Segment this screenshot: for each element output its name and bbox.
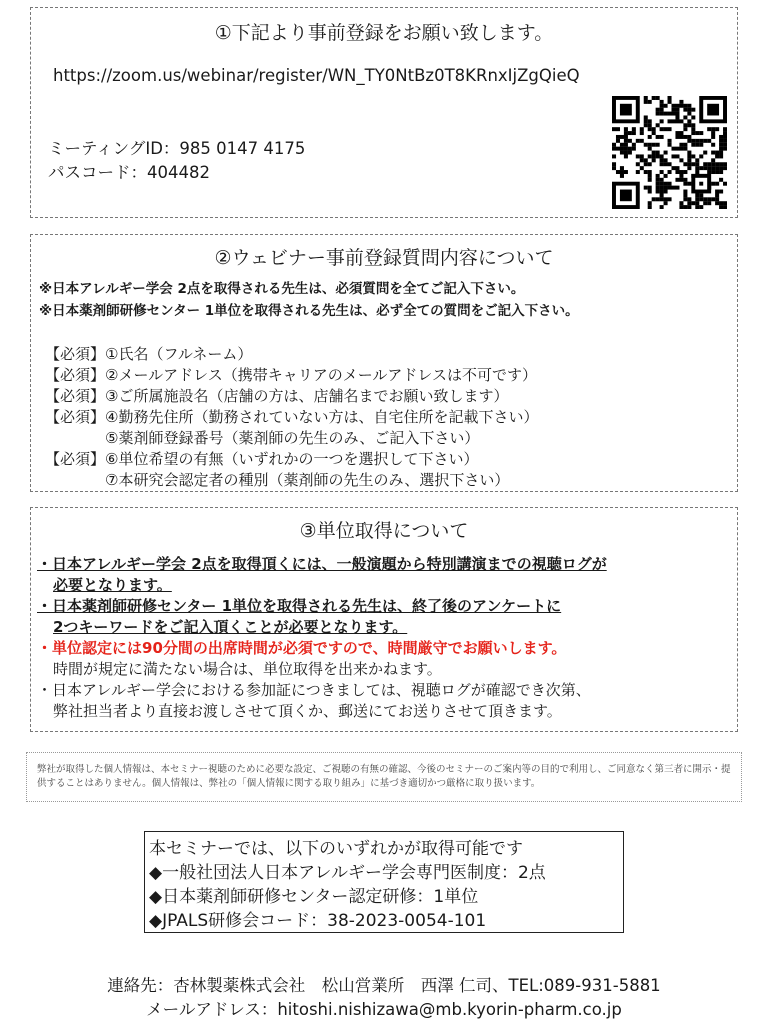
question-item: [45, 364, 537, 385]
contact-email[interactable]: メールアドレス：hitoshi.nishizawa@mb.kyorin-pharm.co.jp: [146, 1000, 622, 1019]
credit-item: ◆一般社団法人日本アレルギー学会専門医制度：2点: [149, 863, 546, 883]
question-text: ③ご所属施設名（店舗の方は、店舗名までお願い致します）: [105, 387, 509, 405]
questions-section: [30, 234, 738, 492]
question-text: ④勤務先住所（勤務されていない方は、自宅住所を記載下さい）: [105, 408, 539, 426]
note-allergy: ※日本アレルギー学会 2点を取得される先生は、必須質問を全てご記入下さい。: [39, 281, 525, 297]
required-tag: 【必須】: [45, 387, 106, 405]
note-pharmacist: ※日本薬剤師研修センター 1単位を取得される先生は、必ず全ての質問をご記入下さい。: [39, 303, 579, 319]
meeting-id: ミーティングID：985 0147 4175: [48, 139, 306, 158]
registration-section: [30, 7, 738, 218]
allergy-log-note: ・日本アレルギー学会 2点を取得頂くには、一般演題から特別講演までの視聴ログが: [37, 555, 607, 573]
pharmacist-survey-note-cont: 2つキーワードをご記入頂くことが必要となります。: [53, 618, 408, 636]
available-credits-box: [144, 831, 624, 933]
qr-code-icon[interactable]: [612, 96, 727, 209]
question-item: [45, 469, 509, 490]
required-tag: 【必須】: [45, 366, 106, 384]
credit-acquisition-title: ③単位取得について: [299, 520, 469, 542]
required-tag: 【必須】: [45, 345, 106, 363]
questions-title: ②ウェビナー事前登録質問内容について: [214, 247, 554, 269]
registration-url[interactable]: https://zoom.us/webinar/register/WN_TY0NtBz0T8KRnxIjZgQieQ: [53, 66, 580, 85]
question-text: ⑤薬剤師登録番号（薬剤師の先生のみ、ご記入下さい）: [105, 429, 480, 447]
certificate-note: ・日本アレルギー学会における参加証につきましては、視聴ログが確認でき次第、: [37, 681, 591, 699]
passcode: パスコード：404482: [48, 163, 210, 182]
privacy-text: 弊社が取得した個人情報は、本セミナー視聴のために必要な設定、ご視聴の有無の確認、今後のセミナーのご案内等の目的で利用し、ご同意なく第三者に開示・提供することはありません。個人情報は、弊社の「個人情報に関する取り組み」に基づき適切かつ厳格に取り扱います。: [37, 764, 731, 789]
required-tag: 【必須】: [45, 408, 106, 426]
allergy-log-note-cont: 必要となります。: [53, 576, 172, 594]
registration-title: ①下記より事前登録をお願い致します。: [214, 22, 554, 44]
question-item: [45, 427, 479, 448]
certificate-note-cont: 弊社担当者より直接お渡しさせて頂くか、郵送にてお送りさせて頂きます。: [53, 702, 562, 720]
question-text: ②メールアドレス（携帯キャリアのメールアドレスは不可です）: [105, 366, 537, 384]
question-item: [45, 343, 252, 364]
question-text: ⑦本研究会認定者の種別（薬剤師の先生のみ、選択下さい）: [105, 471, 510, 489]
attendance-time-note: ・単位認定には90分間の出席時間が必須ですので、時間厳守でお願いします。: [37, 639, 567, 657]
pharmacist-survey-note: ・日本薬剤師研修センター 1単位を取得される先生は、終了後のアンケートに: [37, 597, 562, 615]
attendance-time-note-cont: 時間が規定に満たない場合は、単位取得を出来かねます。: [53, 660, 442, 678]
credit-acquisition-section: [30, 507, 738, 732]
credit-item: ◆JPALS研修会コード：38-2023-0054-101: [149, 911, 487, 931]
privacy-notice: [26, 752, 742, 802]
question-item: [45, 406, 538, 427]
contact-line: 連絡先：杏林製薬株式会社 松山営業所 西澤 仁司、TEL:089-931-5881: [107, 976, 661, 995]
credit-item: ◆日本薬剤師研修センター認定研修：1単位: [149, 887, 479, 907]
required-tag: 【必須】: [45, 450, 106, 468]
question-item: [45, 385, 508, 406]
question-item: [45, 448, 478, 469]
credits-intro: 本セミナーでは、以下のいずれかが取得可能です: [149, 839, 523, 859]
question-text: ①氏名（フルネーム）: [105, 345, 253, 363]
question-text: ⑥単位希望の有無（いずれかの一つを選択して下さい）: [105, 450, 479, 468]
